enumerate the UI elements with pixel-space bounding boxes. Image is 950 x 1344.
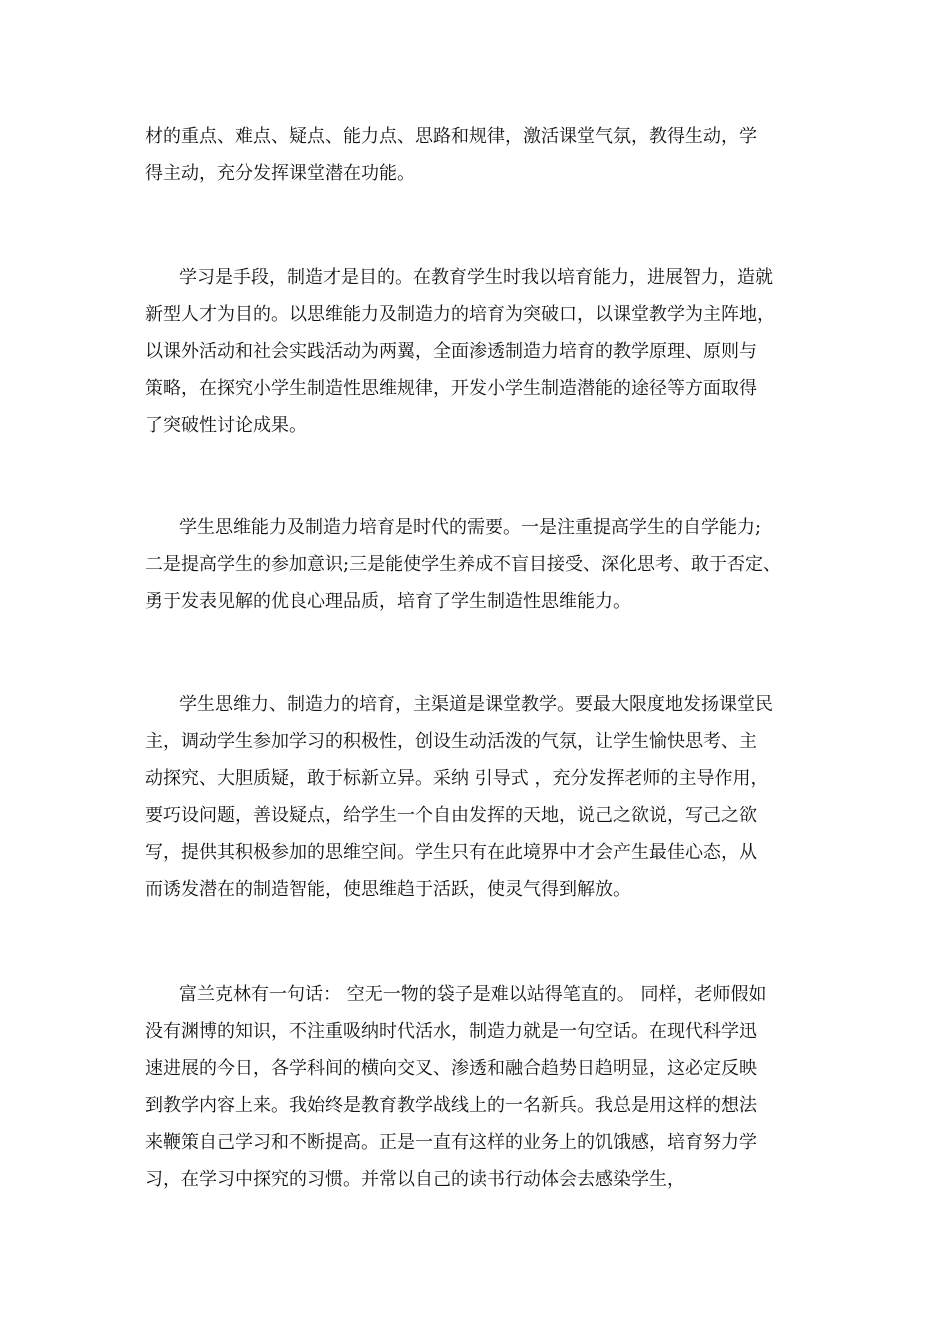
paragraph-5 bbox=[145, 976, 825, 1198]
text-line: 来鞭策自己学习和不断提高。正是一直有这样的业务上的饥饿感，培育努力学 bbox=[145, 1132, 757, 1153]
text-line: 要巧设问题，善设疑点，给学生一个自由发挥的天地，说己之欲说，写己之欲 bbox=[145, 805, 757, 826]
text-line: 以课外活动和社会实践活动为两翼，全面渗透制造力培育的教学原理、原则与 bbox=[145, 341, 757, 362]
text-line: 速进展的今日，各学科间的横向交叉、渗透和融合趋势日趋明显，这必定反映 bbox=[145, 1058, 757, 1079]
text-line: 材的重点、难点、疑点、能力点、思路和规律，激活课堂气氛，教得生动，学 bbox=[145, 126, 757, 147]
text-line: 没有渊博的知识，不注重吸纳时代活水，制造力就是一句空话。在现代科学迅 bbox=[145, 1021, 757, 1042]
text-line: 学习是手段，制造才是目的。在教育学生时我以培育能力，进展智力，造就 bbox=[179, 267, 773, 288]
text-line: 二是提高学生的参加意识;三是能使学生养成不盲目接受、深化思考、敢于否定、 bbox=[145, 554, 782, 575]
text-line: 策略，在探究小学生制造性思维规律，开发小学生制造潜能的途径等方面取得 bbox=[145, 378, 757, 399]
text-line: 写，提供其积极参加的思维空间。学生只有在此境界中才会产生最佳心态，从 bbox=[145, 842, 757, 863]
text-line: 动探究、大胆质疑，敢于标新立异。采纳 引导式 ，充分发挥老师的主导作用， bbox=[145, 768, 769, 789]
paragraph-4 bbox=[145, 686, 825, 908]
paragraph-1 bbox=[145, 118, 825, 192]
text-line: 主，调动学生参加学习的积极性，创设生动活泼的气氛，让学生愉快思考、主 bbox=[145, 731, 757, 752]
paragraph-3 bbox=[145, 509, 825, 620]
text-line: 新型人才为目的。以思维能力及制造力的培育为突破口，以课堂教学为主阵地， bbox=[145, 304, 775, 325]
text-line: 勇于发表见解的优良心理品质，培育了学生制造性思维能力。 bbox=[145, 591, 631, 612]
text-line: 学生思维力、制造力的培育，主渠道是课堂教学。要最大限度地发扬课堂民 bbox=[179, 694, 773, 715]
text-line: 了突破性讨论成果。 bbox=[145, 415, 307, 436]
text-line: 富兰克林有一句话： 空无一物的袋子是难以站得笔直的。 同样，老师假如 bbox=[179, 984, 767, 1005]
text-line: 到教学内容上来。我始终是教育教学战线上的一名新兵。我总是用这样的想法 bbox=[145, 1095, 757, 1116]
text-line: 而诱发潜在的制造智能，使思维趋于活跃，使灵气得到解放。 bbox=[145, 879, 631, 900]
text-line: 习，在学习中探究的习惯。并常以自己的读书行动体会去感染学生， bbox=[145, 1169, 685, 1190]
paragraph-2 bbox=[145, 259, 825, 444]
text-line: 学生思维能力及制造力培育是时代的需要。一是注重提高学生的自学能力; bbox=[179, 517, 762, 538]
text-line: 得主动，充分发挥课堂潜在功能。 bbox=[145, 163, 415, 184]
